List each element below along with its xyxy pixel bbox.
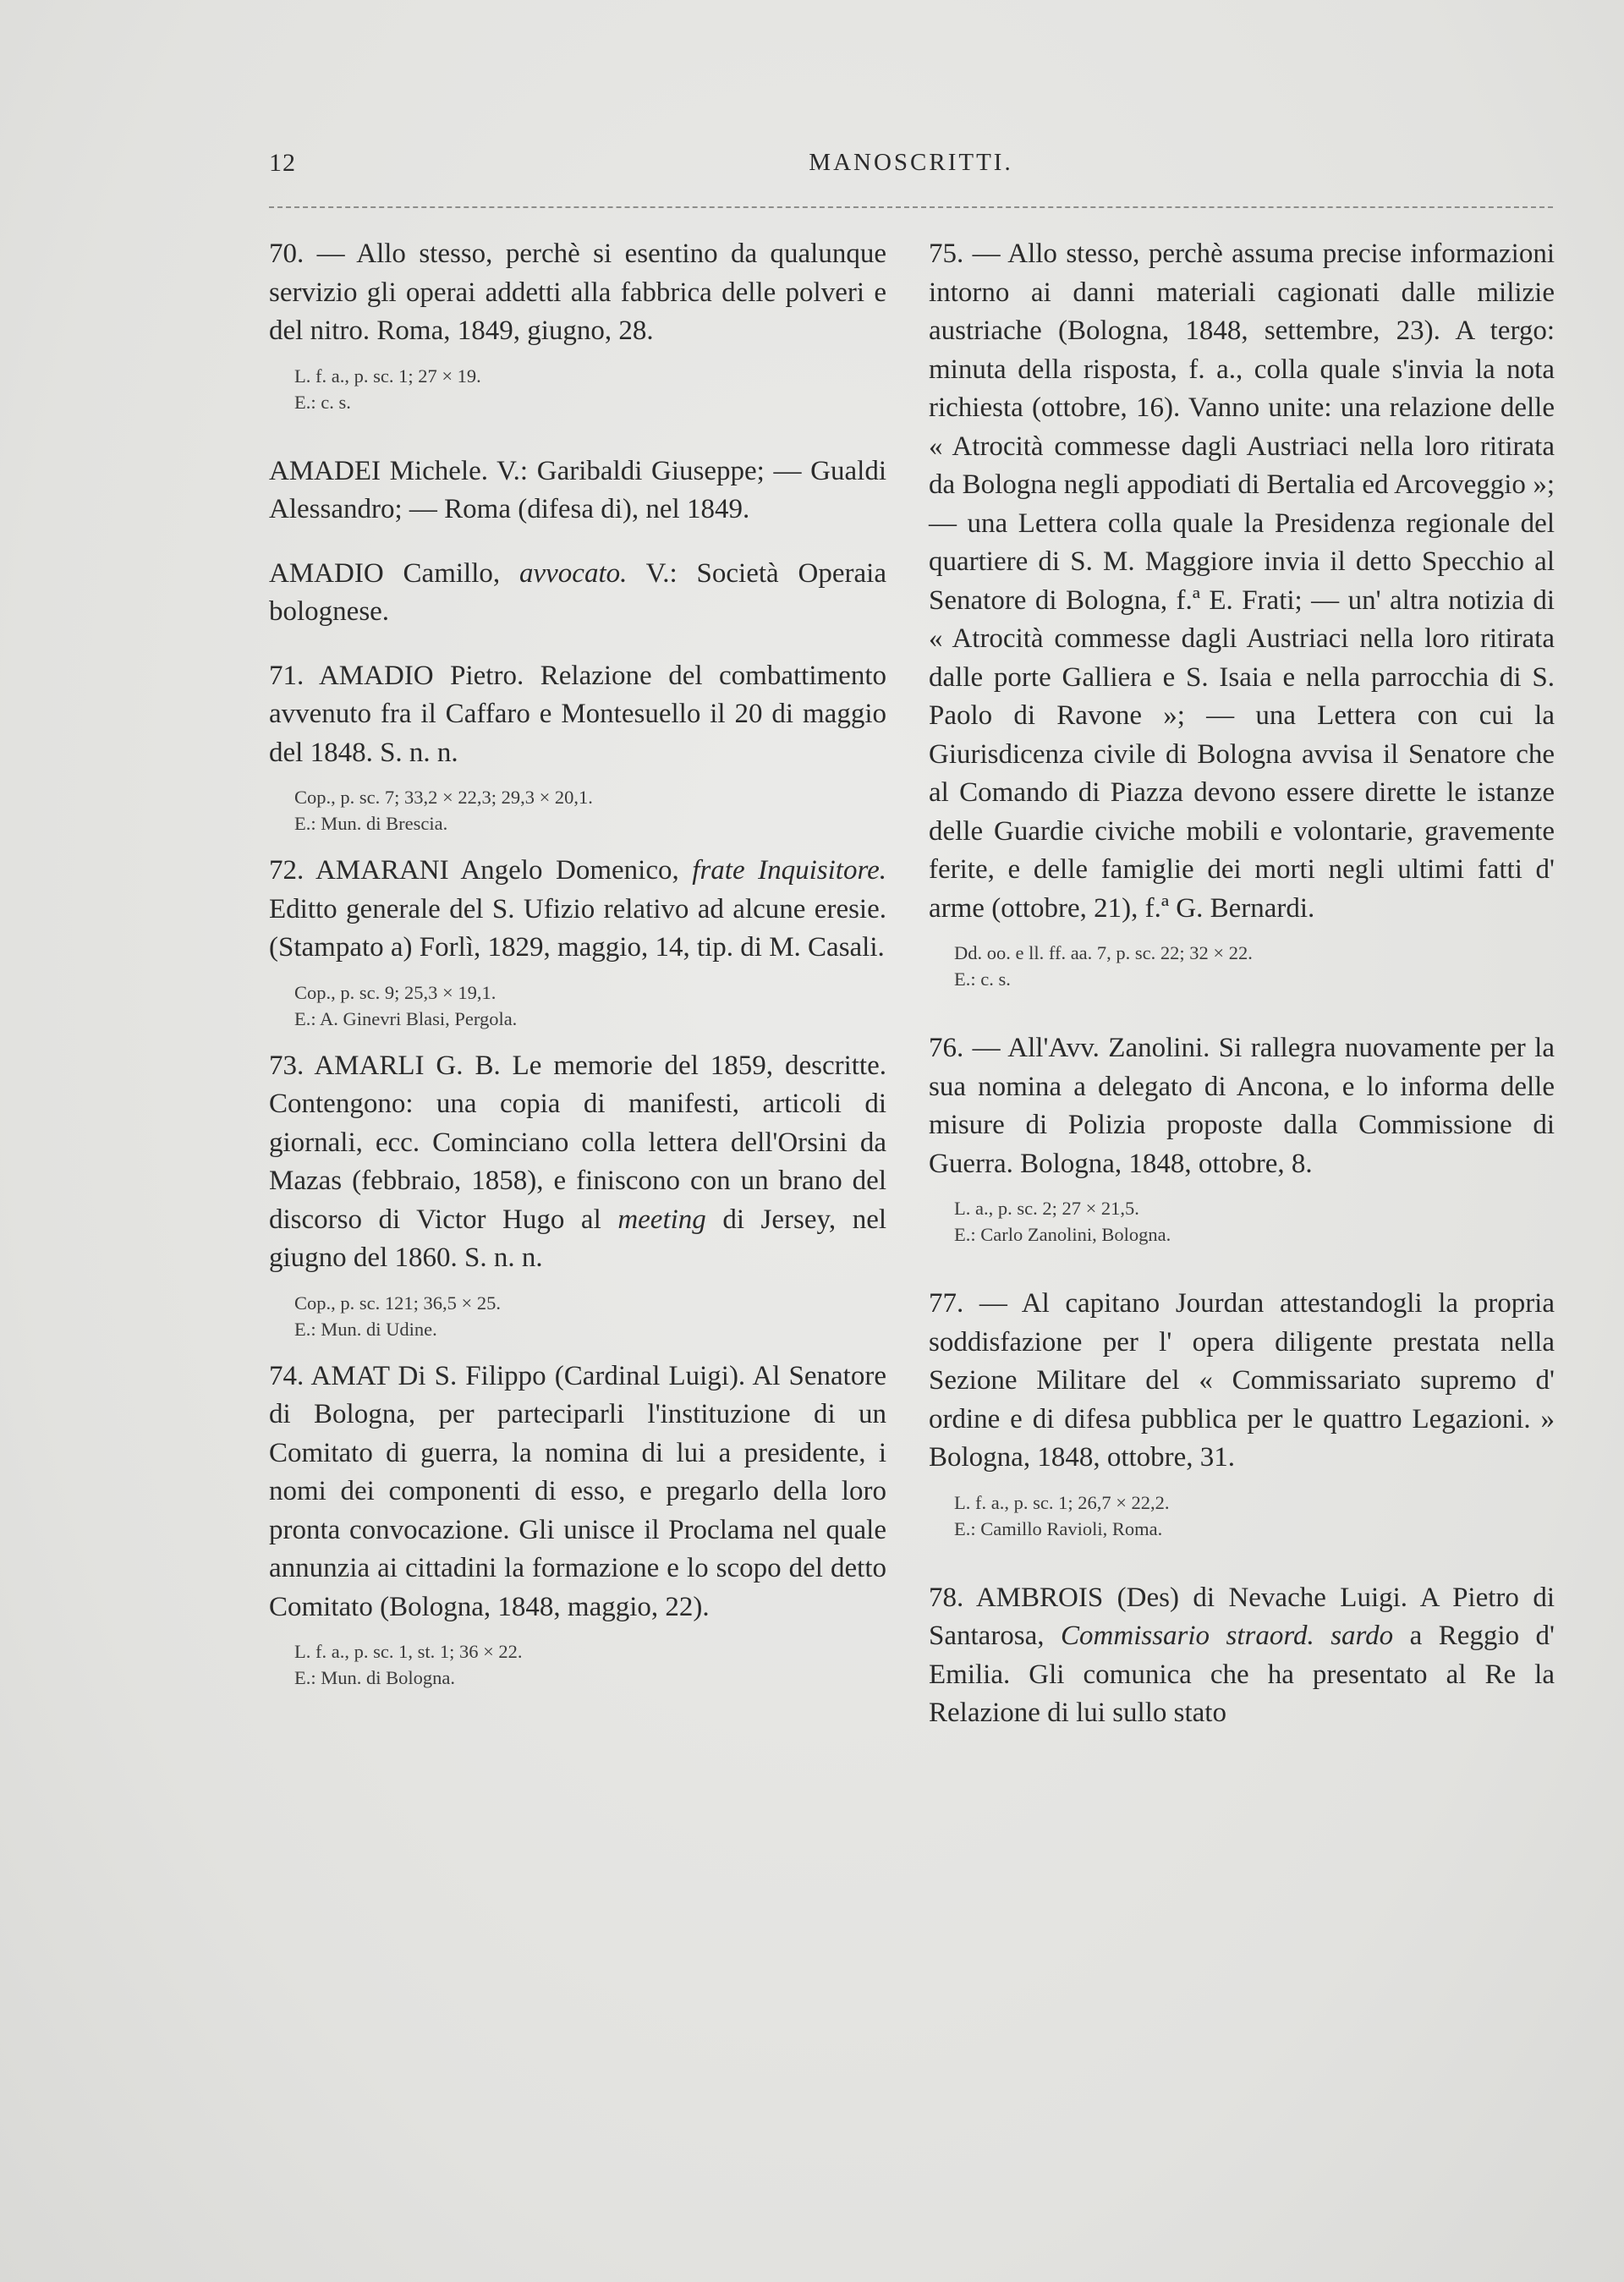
text-run: 78. AMBROIS (Des) di Nevache Luigi. A Pietro di Santarosa, [929,1582,1555,1651]
entry-notes [294,784,886,837]
entry-notes [294,979,886,1032]
entry-text: 77. — Al capitano Jourdan attestandogli la propria soddisfazione per l' opera diligente prestata nella Sezione Militare del « Commissariato supremo d' ordine e di difesa pubblica per le quattro Legazioni. » Bologna, 1848, ottobre, 31. [929,1288,1555,1473]
entry-text: 76. — All'Avv. Zanolini. Si rallegra nuovamente per la sua nomina a delegato di Ancona, e lo informa delle misure di Polizia proposte dalla Commissione di Guerra. Bologna, 1848, ottobre, 8. [929,1033,1555,1179]
text-run: AMADIO Camillo, [269,557,520,589]
left-column [269,235,886,1706]
owner-note: E.: c. s. [294,391,351,413]
entry-74 [269,1358,886,1692]
entry-71 [269,657,886,837]
italic-run: frate Inquisitore. [692,855,886,886]
entry-text: 74. AMAT Di S. Filippo (Cardinal Luigi). Al Senatore di Bologna, per parteciparli l'instituzione di un Comitato di guerra, la nomina di lui a presidente, i nomi dei componenti di esso, e pregarlo della loro pronta convocazione. Gli unisce il Proclama nel quale annunzia ai cittadini la formazione e lo scopo del detto Comitato (Bologna, 1848, maggio, 22). [269,1360,886,1622]
text-run: Editto generale del S. Ufizio relativo ad alcune eresie. (Stampato a) Forlì, 1829, maggio, 14, tip. di M. Casali. [269,893,886,963]
owner-note: E.: A. Ginevri Blasi, Pergola. [294,1007,518,1029]
running-title: MANOSCRITTI. [809,149,1013,176]
physical-description: L. f. a., p. sc. 1; 27 × 19. [294,365,481,387]
entry-notes [954,940,1555,992]
entry-text [929,1579,1555,1733]
entry-70 [269,235,886,415]
owner-note: E.: Mun. di Brescia. [294,813,448,834]
owner-note: E.: c. s. [954,968,1011,990]
entry-75 [929,235,1555,992]
physical-description: L. f. a., p. sc. 1, st. 1; 36 × 22. [294,1641,523,1662]
entry-text: 71. AMADIO Pietro. Relazione del combattimento avvenuto fra il Caffaro e Montesuello il 20 di maggio del 1848. S. n. n. [269,660,886,768]
cross-reference-amadio-camillo [269,555,886,632]
physical-description: Cop., p. sc. 7; 33,2 × 22,3; 29,3 × 20,1. [294,787,593,808]
entry-notes [294,1290,886,1342]
owner-note: E.: Mun. di Udine. [294,1318,437,1340]
physical-description: L. f. a., p. sc. 1; 26,7 × 22,2. [954,1491,1170,1513]
owner-note: E.: Carlo Zanolini, Bologna. [954,1224,1171,1245]
physical-description: L. a., p. sc. 2; 27 × 21,5. [954,1198,1139,1219]
entry-text [269,852,886,968]
owner-note: E.: Camillo Ravioli, Roma. [954,1517,1163,1539]
cross-reference-text [269,555,886,632]
owner-note: E.: Mun. di Bologna. [294,1667,455,1688]
entry-text [269,1047,886,1278]
physical-description: Dd. oo. e ll. ff. aa. 7, p. sc. 22; 32 × 22. [954,942,1253,963]
right-column [929,235,1555,1748]
entry-notes [954,1195,1555,1248]
page-number: 12 [269,149,296,177]
text-run: V.: Società Operaia bolognese. [269,557,886,627]
entry-76 [929,1029,1555,1248]
italic-run: avvocato. [519,557,628,589]
italic-run: Commissario straord. sardo [1061,1621,1394,1651]
entry-77 [929,1285,1555,1542]
italic-run: meeting [617,1204,706,1235]
text-run: a Reggio d' Emilia. Gli comunica che ha presentato al Re la Relazione di lui sullo stato [929,1621,1555,1728]
entry-72 [269,852,886,1032]
entry-notes [294,363,886,415]
entry-notes [294,1638,886,1691]
entry-73 [269,1047,886,1342]
text-run: 73. AMARLI G. B. Le memorie del 1859, descritte. Contengono: una copia di manifesti, articoli di giornali, ecc. Cominciano colla lettera dell'Orsini da Mazas (febbraio, 1858), e finiscono con un brano del discorso di Victor Hugo al [269,1050,886,1235]
entry-78 [929,1579,1555,1733]
physical-description: Cop., p. sc. 9; 25,3 × 19,1. [294,981,497,1003]
entry-text: 75. — Allo stesso, perchè assuma precise informazioni intorno ai danni materiali cagionati dalle milizie austriache (Bologna, 1848, settembre, 23). A tergo: minuta della risposta, f. a., colla quale s'invia la nota richiesta (ottobre, 16). Vanno unite: una relazione delle « Atrocità commesse dagli Austriaci nella loro ritirata da Bologna negli appodiati di Bertalia ed Arcoveggio »; — una Lettera colla quale la Presidenza regionale del quartiere di S. M. Maggiore invia il detto Specchio al Senatore di Bologna, f.ª E. Frati; — un' altra notizia di « Atrocità commesse dagli Austriaci nella loro ritirata dalle porte Galliera e S. Isaia e nella parrocchia di S. Paolo di Ravone »; — una Lettera con cui la Giurisdicenza civile di Bologna avvisa il Senatore che al Comando di Piazza devono essere dirette le istanze delle Guardie civiche mobili e volontarie, gravemente ferite, e delle famiglie dei morti negli ultimi fatti d' arme (ottobre, 21), f.ª G. Bernardi. [929,239,1555,924]
page-header [269,149,1553,183]
cross-reference-amadei [269,453,886,529]
text-run: di Jersey, nel giugno del 1860. S. n. n. [269,1204,887,1273]
entry-text: 70. — Allo stesso, perchè si esentino da qualunque servizio gli operai addetti alla fabbrica delle polveri e del nitro. Roma, 1849, giugno, 28. [269,239,886,346]
text-run: 72. AMARANI Angelo Domenico, [269,855,693,886]
header-rule [269,206,1553,208]
cross-reference-text: AMADEI Michele. V.: Garibaldi Giuseppe; — Gualdi Alessandro; — Roma (difesa di), nel 1849. [269,455,886,524]
entry-notes [954,1489,1555,1542]
physical-description: Cop., p. sc. 121; 36,5 × 25. [294,1292,501,1314]
